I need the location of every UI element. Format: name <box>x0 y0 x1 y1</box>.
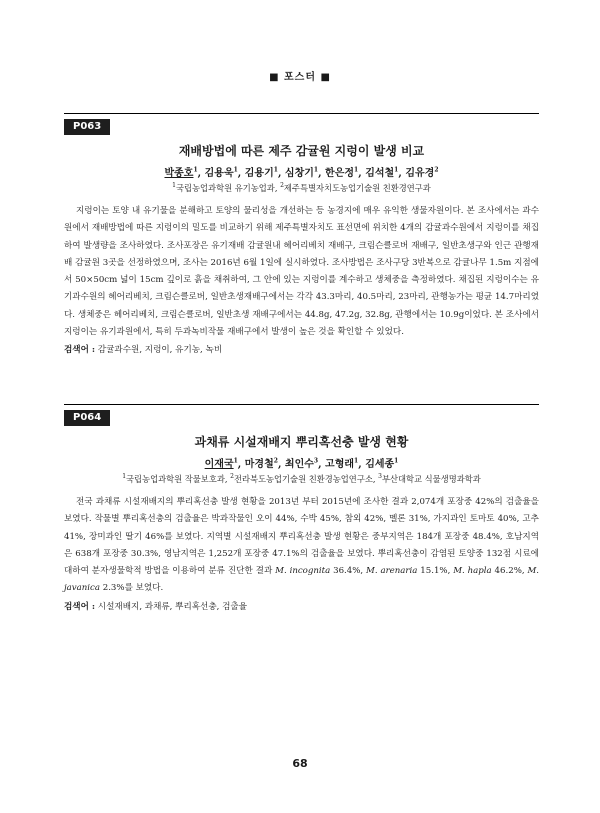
poster-title: 과채류 시설재배지 뿌리혹선충 발생 현황 <box>194 435 409 449</box>
abstract-text: 지렁이는 토양 내 유기물을 분해하고 토양의 물리성을 개선하는 등 농경지에 매우 유익한 생물자원이다. 본 조사에서는 과수원에서 재배방법에 따른 지렁이의 밀도를 비교하기 위해 제주특별자치도 표선면에 위치한 4개의 감귤과수원에서 지렁이를 채집하여 발생량을 조사하였다. 조사포장은 유기재배 감귤원내 헤어리베치 재배구, 크림슨클로버 재배구, 일반초생구와 인근 관행재배 감귤원 3곳을 선정하였으며, 조사는 2016년 6월 1일에 실시하였다. 조사방법은 조사구당 3반복으로 감귤나무 1.5m 지점에서 50×50cm 넓이 15cm 깊이로 흙을 채취하여, 그 안에 있는 지렁이를 계수하고 생체중을 측정하였다. 채집된 지렁이수는 유기과수원의 헤어리베치, 크림슨클로버, 일반초생재배구에서는 각각 43.3마리, 40.5마리, 23마리, 관행농가는 평균 14.7마리였다. 생체중은 헤어리베치, 크림슨클로버, 일반초생 재배구에서는 44.8g, 47.2g, 32.8g, 관행에서는 10.9g이었다. 본 조사에서 지렁이는 유기과원에서, 특히 두과녹비작물 재배구에서 발생이 높은 것을 확인할 수 있었다. <box>64 206 539 338</box>
page-number: 68 <box>292 757 308 770</box>
author-name: 고형래 <box>325 459 355 470</box>
author-name: 김유경 <box>405 168 435 179</box>
poster-id-badge: P063 <box>64 119 110 135</box>
poster-p064 <box>64 404 539 615</box>
keywords <box>64 599 539 615</box>
author-name: 한은정 <box>325 168 355 179</box>
affiliations: $^1$국립농업과학원 유기농업과, $^2$제주특별자치도농업기술원 친환경연구과 <box>172 182 431 193</box>
keywords-label: 검색어 : <box>64 601 96 612</box>
author-name: 마경철 <box>244 459 274 470</box>
author-name: 박종호 <box>164 168 194 179</box>
poster-title: 재배방법에 따른 제주 감귤원 지렁이 발생 비교 <box>178 144 425 158</box>
author-list: 박종호$^1$, 김용욱$^1$, 김용기$^1$, 심창기$^1$, 한은정$^1$, 김석철$^1$, 김유경$^2$ <box>164 166 439 179</box>
author-name: 김용기 <box>244 168 274 179</box>
author-name: 김용욱 <box>204 168 234 179</box>
poster-p063 <box>64 113 539 358</box>
keywords-label: 검색어 : <box>64 345 96 356</box>
keywords <box>64 342 539 358</box>
author-list: 이재국$^1$, 마경철$^2$, 최인수$^3$, 고형래$^1$, 김세종$^1$ <box>204 457 399 470</box>
author-name: 이재국 <box>204 459 234 470</box>
divider <box>64 113 539 114</box>
section-header: ■ 포스터 ■ <box>269 72 331 83</box>
author-name: 최인수 <box>284 459 314 470</box>
poster-id-badge: P064 <box>64 410 110 426</box>
divider <box>64 404 539 405</box>
keywords-values: 시설재배지, 과채류, 뿌리혹선충, 검출율 <box>95 601 248 612</box>
author-name: 김석철 <box>365 168 395 179</box>
affiliations: $^1$국립농업과학원 작물보호과, $^2$전라북도농업기술원 친환경농업연구소, $^3$부산대학교 식물생명과학과 <box>122 473 481 484</box>
keywords-values: 감귤과수원, 지렁이, 유기농, 녹비 <box>95 345 223 356</box>
abstract-text: 전국 과채류 시설재배지의 뿌리혹선충 발생 현황을 2013년 부터 2015년에 조사한 결과 2,074개 포장중 42%의 검출율을 보였다. 작물별 뿌리혹선충의 검출율은 박과작물인 오이 44%, 수박 45%, 참외 42%, 멜론 31%, 가지과인 토마토 40%, 고추 41%, 장미과인 딸기 46%를 보였다. 지역별 시설재배지 뿌리혹선충 발생 현황은 중부지역은 184개 포장중 48.4%, 호남지역은 638개 포장중 30.3%, 영남지역은 1,252개 포장중 47.1%의 검출율을 보였다. 뿌리혹선충이 감염된 토양중 132점 시료에 대하여 분자생물학적 방법을 이용하여 분류 진단한 결과 M. incognita 36.4%, M. arenaria 15.1%, M. hapla 46.2%, M. javanica 2.3%를 보였다. <box>64 497 540 594</box>
author-name: 심창기 <box>284 168 314 179</box>
author-name: 김세종 <box>365 459 395 470</box>
